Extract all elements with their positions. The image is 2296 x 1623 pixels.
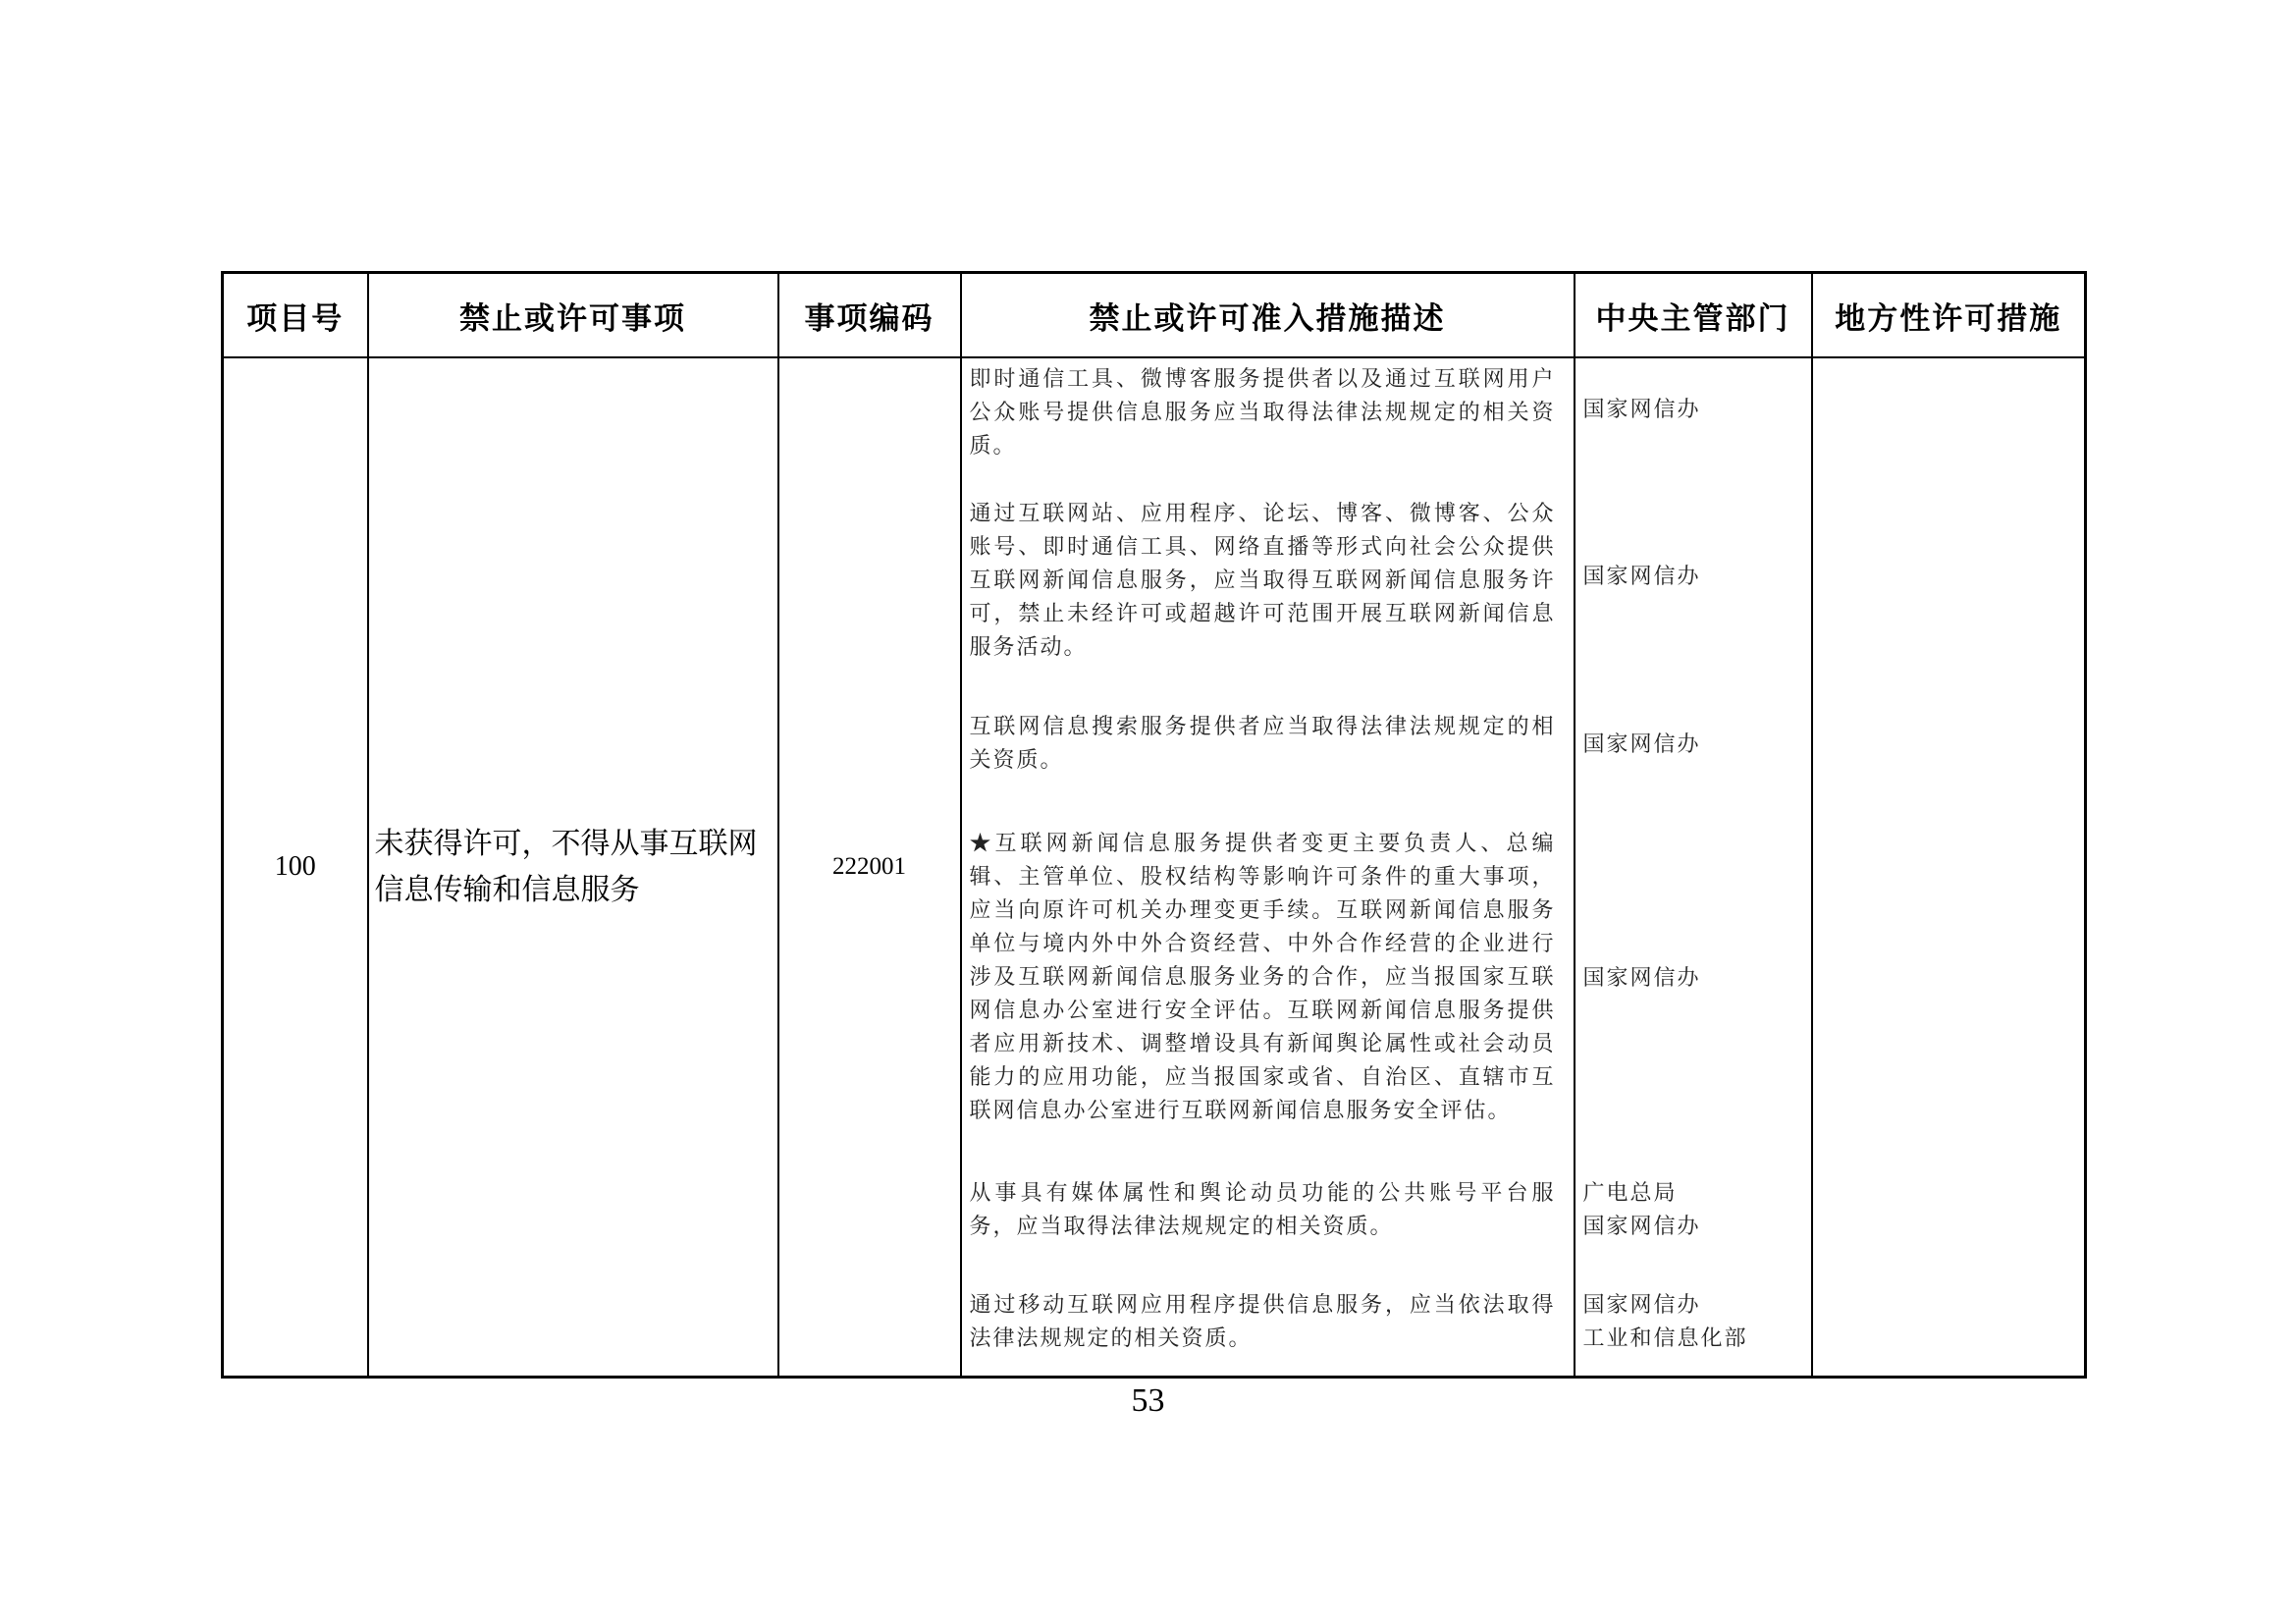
header-item-name: 禁止或许可事项 [368,273,778,358]
department-group-5 [1583,1177,1805,1244]
measure-description-2: 通过互联网站、应用程序、论坛、博客、微博客、公众账号、即时通信工具、网络直播等形式向社会公众提供互联网新闻信息服务，应当取得互联网新闻信息服务许可，禁止未经许可或超越许可范围开展互联网新闻信息服务活动。 [969,502,1556,660]
department-name: 广电总局 [1582,1181,1678,1206]
central-departments [1575,357,1812,1378]
department-name: 国家网信办 [1582,398,1701,422]
page-number: 53 [1131,1382,1165,1419]
department-name: 国家网信办 [1582,966,1701,991]
measure-description-5: 从事具有媒体属性和舆论动员功能的公共账号平台服务，应当取得法律法规规定的相关资质。 [969,1181,1556,1239]
measure-descriptions [961,357,1575,1378]
department-group-2 [1583,561,1805,594]
department-group-3 [1583,729,1805,762]
header-central-department: 中央主管部门 [1575,273,1812,358]
department-name: 工业和信息化部 [1582,1326,1748,1351]
header-item-no: 项目号 [223,273,368,358]
table-header-row [223,273,2086,358]
header-local-measures: 地方性许可措施 [1812,273,2086,358]
department-group-1 [1583,394,1805,427]
header-measure-description: 禁止或许可准入措施描述 [961,273,1575,358]
department-name: 国家网信办 [1582,732,1701,757]
item-code: 222001 [778,357,961,1378]
measure-description-1: 即时通信工具、微博客服务提供者以及通过互联网用户公众账号提供信息服务应当取得法律法规规定的相关资质。 [969,367,1556,459]
measure-description-3: 互联网信息搜索服务提供者应当取得法律法规规定的相关资质。 [969,715,1556,773]
measure-description-4: ★互联网新闻信息服务提供者变更主要负责人、总编辑、主管单位、股权结构等影响许可条件的重大事项，应当向原许可机关办理变更手续。互联网新闻信息服务单位与境内外中外合资经营、中外合作经营的企业进行涉及互联网新闻信息服务业务的合作，应当报国家互联网信息办公室进行安全评估。互联网新闻信息服务提供者应用新技术、调整增设具有新闻舆论属性或社会动员能力的应用功能，应当报国家或省、自治区、直辖市互联网信息办公室进行互联网新闻信息服务安全评估。 [969,832,1556,1123]
measure-description-6: 通过移动互联网应用程序提供信息服务，应当依法取得法律法规规定的相关资质。 [969,1293,1556,1351]
negative-list-table [221,271,2087,1379]
item-number: 100 [223,357,368,1378]
header-item-code: 事项编码 [778,273,961,358]
table-row [223,357,2086,1378]
department-name: 国家网信办 [1582,565,1701,589]
department-group-4 [1583,962,1805,996]
department-name: 国家网信办 [1582,1293,1701,1318]
item-name: 未获得许可，不得从事互联网信息传输和信息服务 [368,357,778,1378]
department-name: 国家网信办 [1582,1215,1701,1239]
local-measures [1812,357,2086,1378]
department-group-6 [1583,1289,1805,1356]
